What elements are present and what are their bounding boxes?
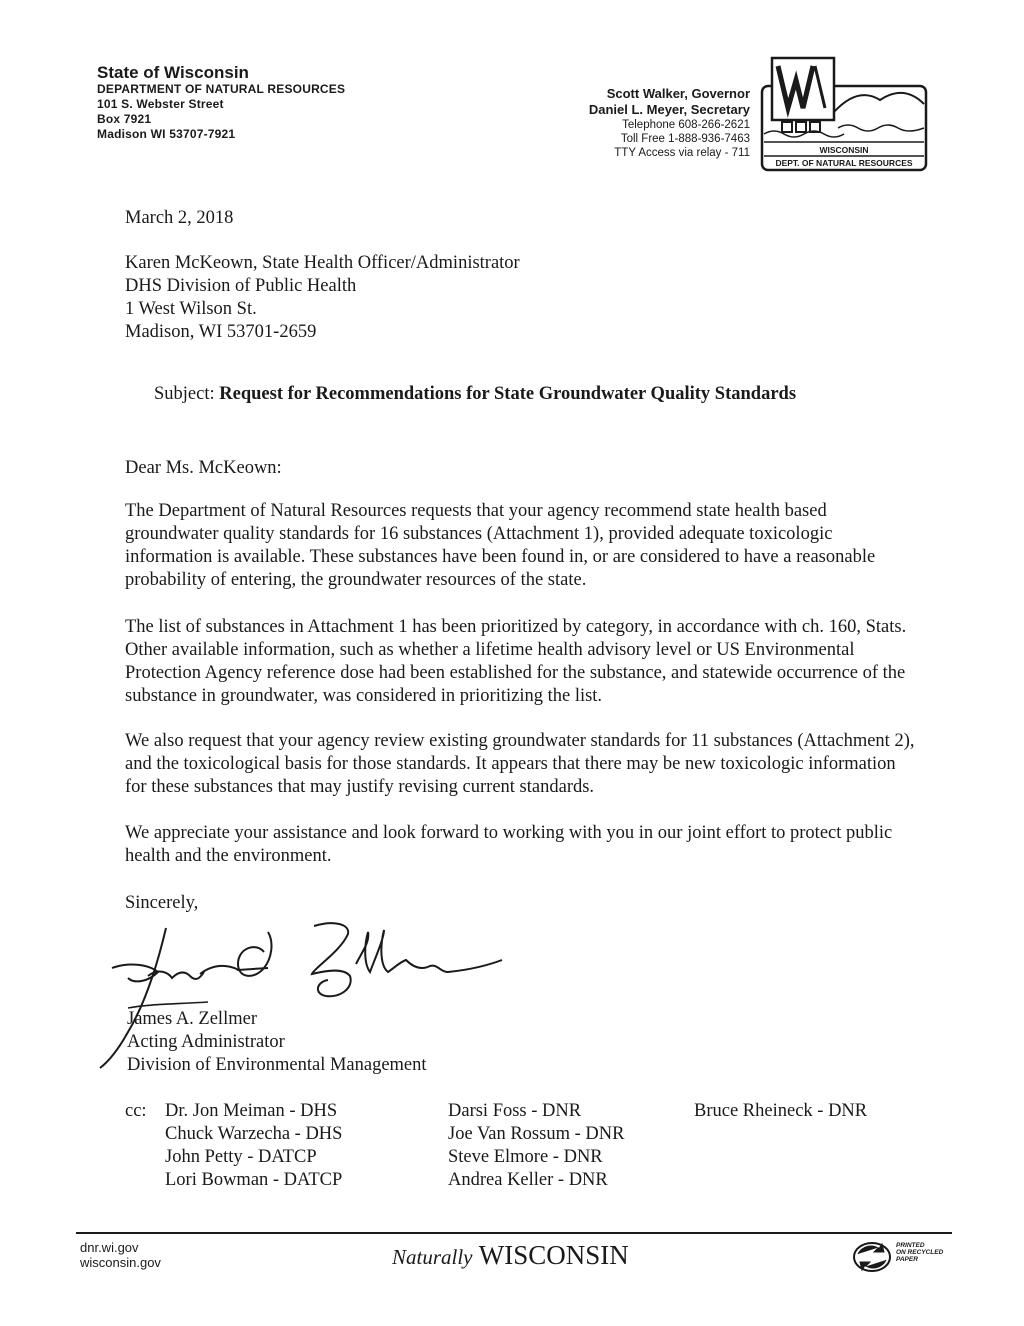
dnr-logo (758, 56, 930, 174)
cc-label: cc: (125, 1101, 147, 1121)
website-link[interactable]: wisconsin.gov (80, 1255, 161, 1270)
department-name: DEPARTMENT OF NATURAL RESOURCES (97, 82, 346, 96)
signer-name: James A. Zellmer (127, 1009, 257, 1029)
signer-block (127, 1008, 427, 1077)
city-zip: Madison WI 53707-7921 (97, 127, 236, 141)
letterhead-address (97, 64, 345, 142)
recycled-line: PRINTED (896, 1242, 925, 1249)
recipient-line: Karen McKeown, State Health Officer/Administrator (125, 253, 520, 273)
signer-title: Acting Administrator (127, 1032, 285, 1052)
secretary-name: Daniel L. Meyer, Secretary (588, 102, 750, 117)
recipient-line: Madison, WI 53701-2659 (125, 322, 317, 342)
logo-wisconsin-text: WISCONSIN (819, 145, 869, 155)
body-paragraph: The list of substances in Attachment 1 has been prioritized by category, in accordance with ch. 160, Stats. Other available information, such as whether a lifetime health advisory level or US Environmental Protection Agency reference dose had been established for the substance, and statewide occurrence of the substance in groundwater, was considered in prioritizing the list. (125, 617, 907, 706)
governor-name: Scott Walker, Governor (606, 86, 750, 101)
recipient-line: 1 West Wilson St. (125, 299, 257, 319)
salutation: Dear Ms. McKeown: (125, 458, 282, 478)
recycled-paper-label (896, 1242, 943, 1263)
cc-recipient: Lori Bowman - DATCP (165, 1170, 343, 1190)
cc-recipient: John Petty - DATCP (165, 1147, 317, 1167)
po-box: Box 7921 (97, 112, 152, 126)
slogan-wisconsin: WISCONSIN (478, 1240, 629, 1270)
state-name: State of Wisconsin (97, 63, 249, 82)
toll-free: Toll Free 1-888-936-7463 (620, 133, 750, 145)
signer-division: Division of Environmental Management (127, 1055, 427, 1075)
telephone: Telephone 608-266-2621 (622, 119, 750, 131)
letterhead-officials (589, 86, 750, 160)
body-paragraph: We also request that your agency review existing groundwater standards for 11 substances (Attachment 2), and the toxicological basis for those standards. It appears that there may be new toxicologic information for these substances that may justify revising current standards. (125, 731, 915, 797)
body-paragraph: We appreciate your assistance and look forward to working with you in our joint effort to protect public health and the environment. (125, 823, 893, 866)
subject-text: Request for Recommendations for State Groundwater Quality Standards (219, 384, 797, 404)
logo-dept-text: DEPT. OF NATURAL RESOURCES (775, 158, 913, 168)
cc-recipient: Dr. Jon Meiman - DHS (165, 1101, 338, 1121)
cc-column (165, 1100, 342, 1192)
cc-column (448, 1100, 624, 1192)
cc-recipient: Bruce Rheineck - DNR (694, 1101, 868, 1121)
footer-slogan (392, 1240, 629, 1271)
recipient-line: DHS Division of Public Health (125, 276, 357, 296)
cc-recipient: Chuck Warzecha - DHS (165, 1124, 343, 1144)
slogan-naturally: Naturally (392, 1245, 473, 1269)
footer-websites (80, 1240, 161, 1270)
website-link[interactable]: dnr.wi.gov (80, 1240, 139, 1255)
subject-label: Subject: (154, 384, 215, 404)
recycled-line: PAPER (896, 1256, 918, 1263)
cc-column (694, 1100, 867, 1123)
subject-line (154, 384, 796, 405)
cc-recipient: Steve Elmore - DNR (448, 1147, 603, 1167)
recycled-line: ON RECYCLED (896, 1249, 944, 1256)
closing: Sincerely, (125, 893, 199, 913)
cc-recipient: Andrea Keller - DNR (448, 1170, 608, 1190)
cc-recipient: Joe Van Rossum - DNR (448, 1124, 625, 1144)
footer-divider (76, 1232, 952, 1234)
body-paragraph: The Department of Natural Resources requests that your agency recommend state health based groundwater quality standards for 16 substances (Attachment 1), provided adequate toxicologic information is available. These substances have been found in, or are considered to have a reasonable probability of entering, the groundwater resources of the state. (125, 501, 876, 590)
letter-date: March 2, 2018 (125, 208, 234, 228)
tty-access: TTY Access via relay - 711 (614, 147, 750, 159)
street-address: 101 S. Webster Street (97, 97, 224, 111)
cc-recipient: Darsi Foss - DNR (448, 1101, 582, 1121)
recipient-address (125, 252, 520, 344)
